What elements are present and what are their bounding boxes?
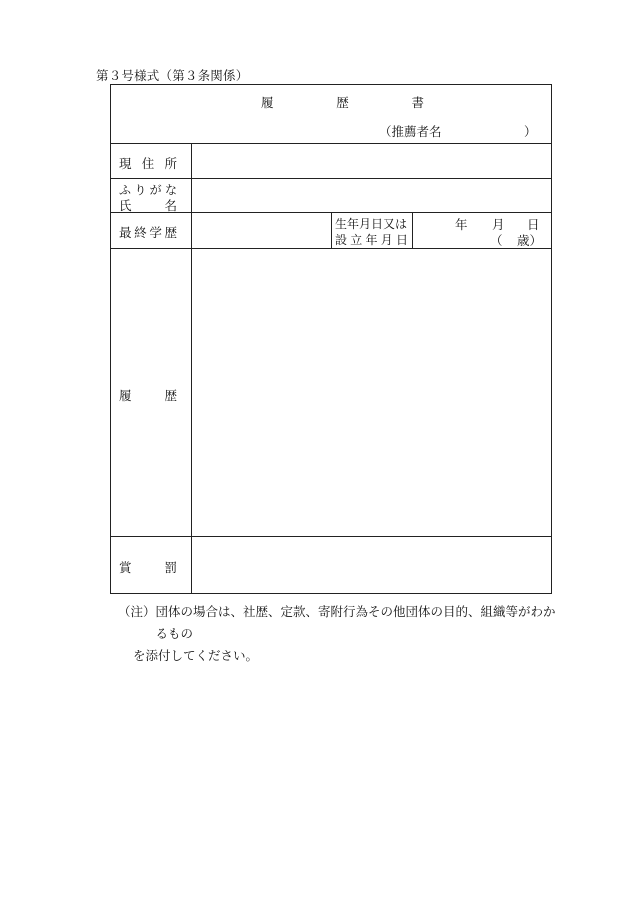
recommender-name-field[interactable] xyxy=(446,119,520,139)
birth-label-left-divider xyxy=(331,212,332,248)
birth-label-char: 月 xyxy=(380,233,393,247)
furigana-label-char: ふ xyxy=(119,183,132,197)
history-field[interactable] xyxy=(192,249,552,536)
furigana-label-char: り xyxy=(134,183,147,197)
education-label-char: 歴 xyxy=(164,225,177,240)
name-field[interactable] xyxy=(192,179,552,212)
education-label-char: 最 xyxy=(119,225,132,240)
awards-label xyxy=(119,558,177,576)
furigana-label-char: な xyxy=(164,183,177,197)
title-char: 履 xyxy=(261,95,274,110)
name-label-char: 氏 xyxy=(119,198,132,213)
awards-label-char: 罰 xyxy=(164,560,177,575)
birth-date-label-line1: 生年月日又は xyxy=(335,217,408,231)
awards-label-char: 賞 xyxy=(119,560,132,575)
title-char: 歴 xyxy=(336,95,349,110)
education-field[interactable] xyxy=(192,213,331,248)
form-title xyxy=(261,93,424,111)
address-field[interactable] xyxy=(192,144,552,178)
footnote-marker: （注） xyxy=(118,604,156,619)
age-unit: 歳） xyxy=(517,233,543,248)
day-unit: 日 xyxy=(527,217,540,232)
birth-date-label-line2 xyxy=(335,231,408,248)
name-label xyxy=(119,196,177,214)
education-label-char: 学 xyxy=(149,225,162,240)
education-label-char: 終 xyxy=(134,225,147,240)
birth-label-char: 日 xyxy=(395,233,408,247)
education-label xyxy=(119,223,177,241)
recommender-close-paren: ） xyxy=(524,124,537,139)
history-label-char: 履 xyxy=(119,388,132,403)
awards-field[interactable] xyxy=(192,537,552,593)
month-unit: 月 xyxy=(492,217,505,232)
birth-label-char: 年 xyxy=(365,233,378,247)
furigana-label-char: が xyxy=(149,183,162,197)
footnote-line1: 団体の場合は、社歴、定款、寄附行為その他団体の目的、組織等がわかるもの xyxy=(155,604,556,641)
history-label-char: 歴 xyxy=(164,388,177,403)
form-number-caption: 第３号様式（第３条関係） xyxy=(96,68,249,83)
address-label xyxy=(119,154,177,172)
title-char: 書 xyxy=(411,95,424,110)
birth-date-field[interactable] xyxy=(413,213,552,248)
birth-label-char: 立 xyxy=(350,233,363,247)
footnote xyxy=(118,601,558,667)
year-unit: 年 xyxy=(455,217,468,232)
resume-form-table xyxy=(110,84,552,594)
recommender-label: （推薦者名 xyxy=(379,124,442,139)
history-label xyxy=(119,386,177,404)
address-label-char: 現 xyxy=(119,156,132,171)
name-label-char: 名 xyxy=(164,198,177,213)
address-label-char: 住 xyxy=(141,156,155,171)
age-open-paren: （ xyxy=(490,233,503,248)
footnote-line2: を添付してください。 xyxy=(133,648,259,663)
address-label-char: 所 xyxy=(164,156,177,171)
birth-label-char: 設 xyxy=(335,233,348,247)
